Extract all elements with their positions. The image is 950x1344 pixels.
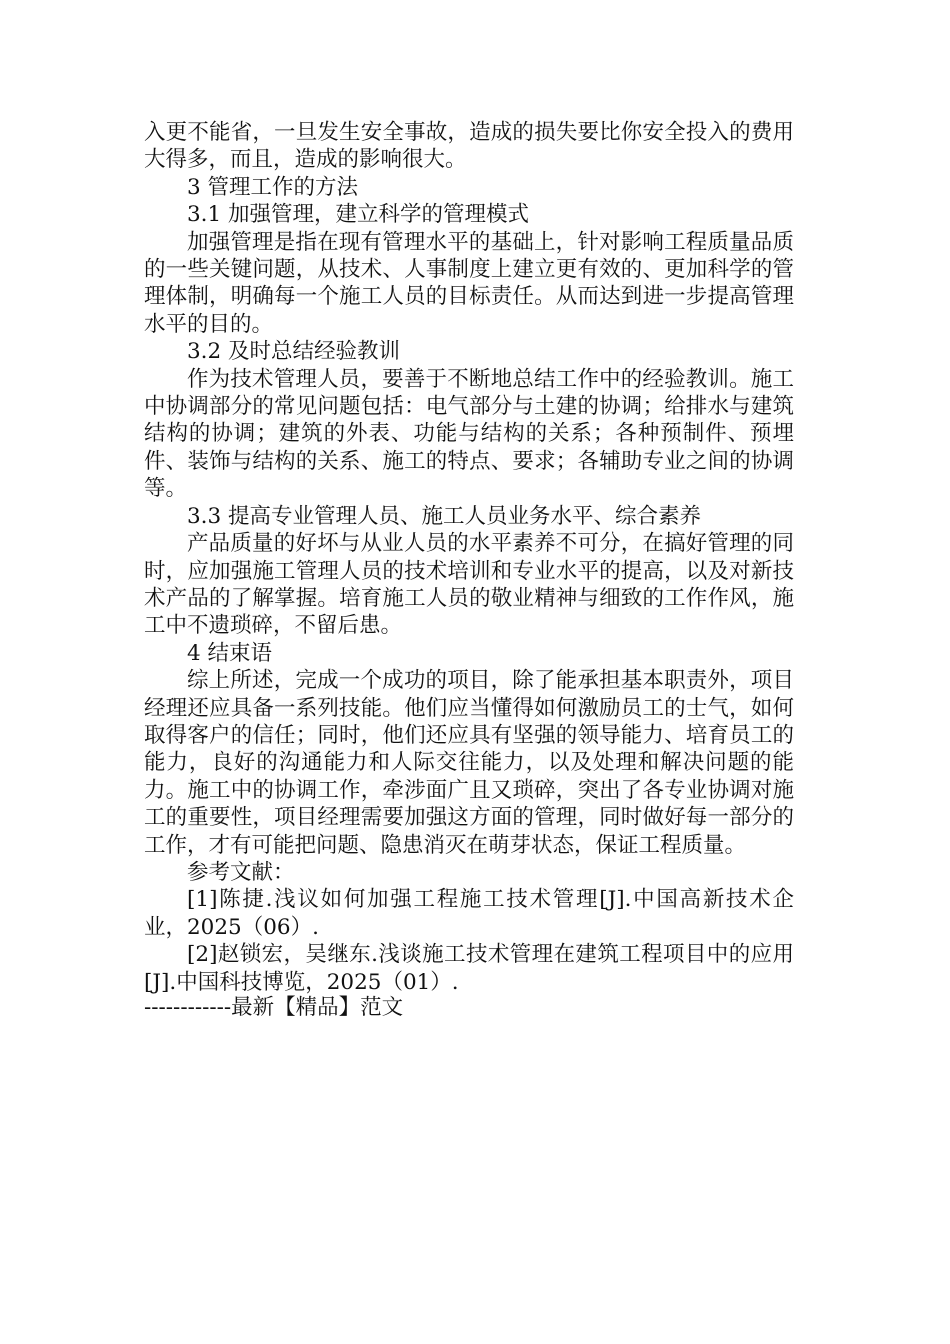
paragraph: 加强管理是指在现有管理水平的基础上，针对影响工程质量品质的一些关键问题，从技术、人事制度上建立更有效的、更加科学的管理体制，明确每一个施工人员的目标责任。从而达到进一步提高管理水平的目的。 — [144, 229, 794, 337]
paragraph: 作为技术管理人员，要善于不断地总结工作中的经验教训。施工中协调部分的常见问题包括：电气部分与土建的协调；给排水与建筑结构的协调；建筑的外表、功能与结构的关系；各种预制件、预埋件、装饰与结构的关系、施工的特点、要求；各辅助专业之间的协调等。 — [144, 366, 794, 502]
reference-item: [1]陈捷.浅议如何加强工程施工技术管理[J].中国高新技术企业，2025（06）. — [144, 887, 794, 940]
reference-item: [2]赵锁宏，吴继东.浅谈施工技术管理在建筑工程项目中的应用[J].中国科技博览，2025（01）. — [144, 942, 794, 995]
section-heading-4: 4 结束语 — [187, 640, 273, 666]
subsection-heading-3-3: 3.3 提高专业管理人员、施工人员业务水平、综合素养 — [187, 503, 702, 529]
paragraph: 产品质量的好坏与从业人员的水平素养不可分，在搞好管理的同时，应加强施工管理人员的技术培训和专业水平的提高，以及对新技术产品的了解掌握。培育施工人员的敬业精神与细致的工作作风，施工中不遗琐碎，不留后患。 — [144, 531, 794, 639]
paragraph: 综上所述，完成一个成功的项目，除了能承担基本职责外，项目经理还应具备一系列技能。他们应当懂得如何激励员工的士气，如何取得客户的信任；同时，他们还应具有坚强的领导能力、培育员工的能力，良好的沟通能力和人际交往能力，以及处理和解决问题的能力。施工中的协调工作，牵涉面广且又琐碎，突出了各专业协调对施工的重要性，项目经理需要加强这方面的管理，同时做好每一部分的工作，才有可能把问题、隐患消灭在萌芽状态，保证工程质量。 — [144, 668, 794, 858]
subsection-heading-3-1: 3.1 加强管理，建立科学的管理模式 — [187, 202, 530, 228]
references-heading: 参考文献： — [187, 859, 295, 885]
page-footer: ------------最新【精品】范文 — [144, 995, 404, 1020]
section-heading-3: 3 管理工作的方法 — [187, 174, 359, 200]
subsection-heading-3-2: 3.2 及时总结经验教训 — [187, 339, 401, 365]
document-body — [144, 119, 794, 996]
paragraph-continued: 入更不能省，一旦发生安全事故，造成的损失要比你安全投入的费用大得多，而且，造成的影响很大。 — [144, 120, 794, 173]
